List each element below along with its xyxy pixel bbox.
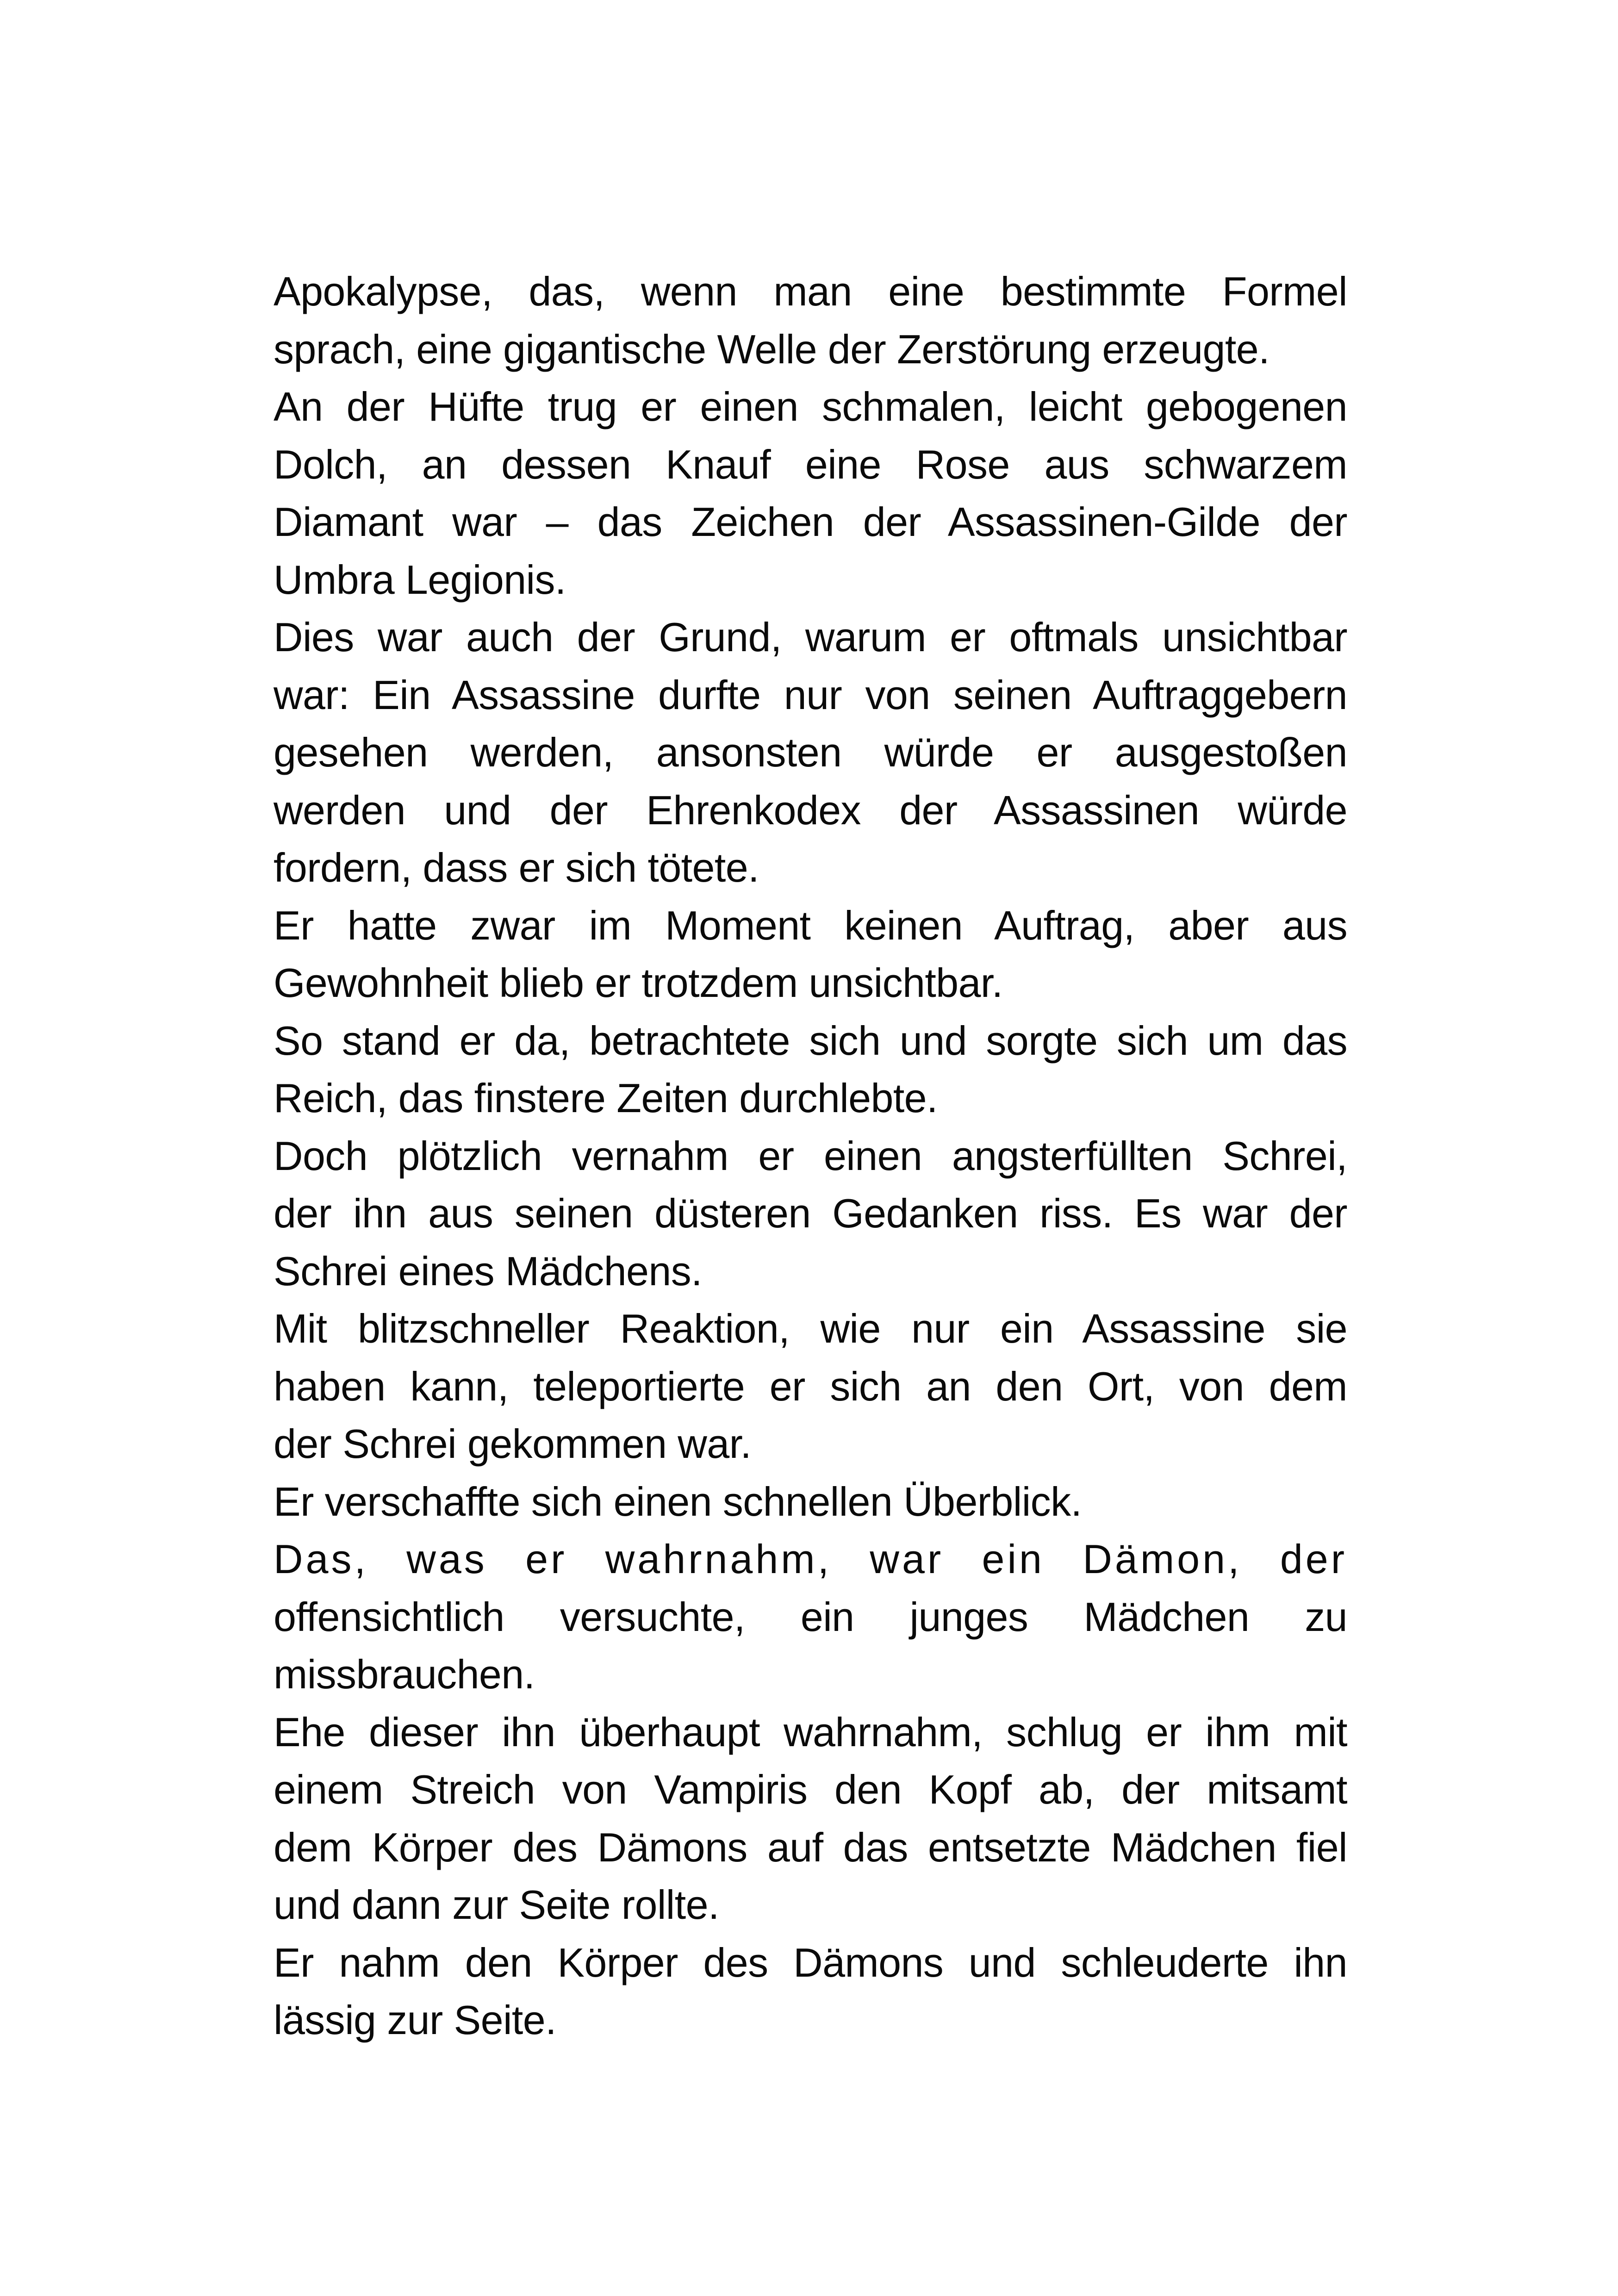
text-line: war: Ein Assassine durfte nur von seinen Auftraggebern xyxy=(274,672,1347,718)
text-line: offensichtlich versuchte, ein junges Mädchen zu xyxy=(274,1593,1347,1640)
text-line: dem Körper des Dämons auf das entsetzte Mädchen fiel xyxy=(274,1824,1347,1870)
paragraph xyxy=(274,1300,1347,1473)
text-line: Apokalypse, das, wenn man eine bestimmte Formel xyxy=(274,268,1347,314)
text-line: gesehen werden, ansonsten würde er ausgestoßen xyxy=(274,729,1347,775)
paragraph xyxy=(274,1012,1347,1127)
text-line: Reich, das finstere Zeiten durchlebte. xyxy=(274,1075,938,1121)
text-line: einem Streich von Vampiris den Kopf ab, der mitsamt xyxy=(274,1767,1347,1812)
text-line: lässig zur Seite. xyxy=(274,1997,556,2043)
text-line: und dann zur Seite rollte. xyxy=(274,1882,719,1928)
text-line: Dolch, an dessen Knauf eine Rose aus schwarzem xyxy=(274,441,1347,487)
text-line: fordern, dass er sich tötete. xyxy=(274,845,759,890)
text-line: Dies war auch der Grund, warum er oftmals unsichtbar xyxy=(274,614,1347,660)
paragraph xyxy=(274,378,1347,609)
text-line: So stand er da, betrachtete sich und sorgte sich um das xyxy=(274,1017,1347,1064)
paragraph xyxy=(274,1127,1347,1300)
text-line: Mit blitzschneller Reaktion, wie nur ein Assassine sie xyxy=(274,1306,1347,1351)
text-line: Er hatte zwar im Moment keinen Auftrag, aber aus xyxy=(274,902,1347,948)
text-line: Schrei eines Mädchens. xyxy=(274,1248,702,1294)
text-line: Ehe dieser ihn überhaupt wahrnahm, schlug er ihm mit xyxy=(274,1709,1347,1755)
text-line: Gewohnheit blieb er trotzdem unsichtbar. xyxy=(274,960,1003,1006)
text-line: haben kann, teleportierte er sich an den Ort, von dem xyxy=(274,1363,1347,1409)
text-line: An der Hüfte trug er einen schmalen, leicht gebogenen xyxy=(274,384,1347,429)
text-line: Doch plötzlich vernahm er einen angsterfüllten Schrei, xyxy=(274,1132,1347,1179)
paragraph xyxy=(274,1704,1347,1934)
text-line: Das, was er wahrnahm, war ein Dämon, der xyxy=(274,1536,1347,1582)
text-line: der ihn aus seinen düsteren Gedanken riss. Es war der xyxy=(274,1190,1347,1236)
text-line: werden und der Ehrenkodex der Assassinen würde xyxy=(274,787,1347,833)
text-line: der Schrei gekommen war. xyxy=(274,1421,752,1467)
body-text xyxy=(274,263,1347,2049)
paragraph xyxy=(274,1473,1347,1531)
text-line: sprach, eine gigantische Welle der Zerstörung erzeugte. xyxy=(274,326,1270,372)
paragraph xyxy=(274,897,1347,1012)
text-line: missbrauchen. xyxy=(274,1651,535,1697)
paragraph xyxy=(274,609,1347,897)
paragraph xyxy=(274,1934,1347,2049)
text-line: Er nahm den Körper des Dämons und schleuderte ihn xyxy=(274,1939,1347,1985)
paragraph xyxy=(274,1531,1347,1704)
paragraph xyxy=(274,263,1347,378)
text-line: Umbra Legionis. xyxy=(274,556,566,603)
text-line: Diamant war – das Zeichen der Assassinen-Gilde der xyxy=(274,499,1347,545)
text-line: Er verschaffte sich einen schnellen Überblick. xyxy=(274,1478,1082,1524)
